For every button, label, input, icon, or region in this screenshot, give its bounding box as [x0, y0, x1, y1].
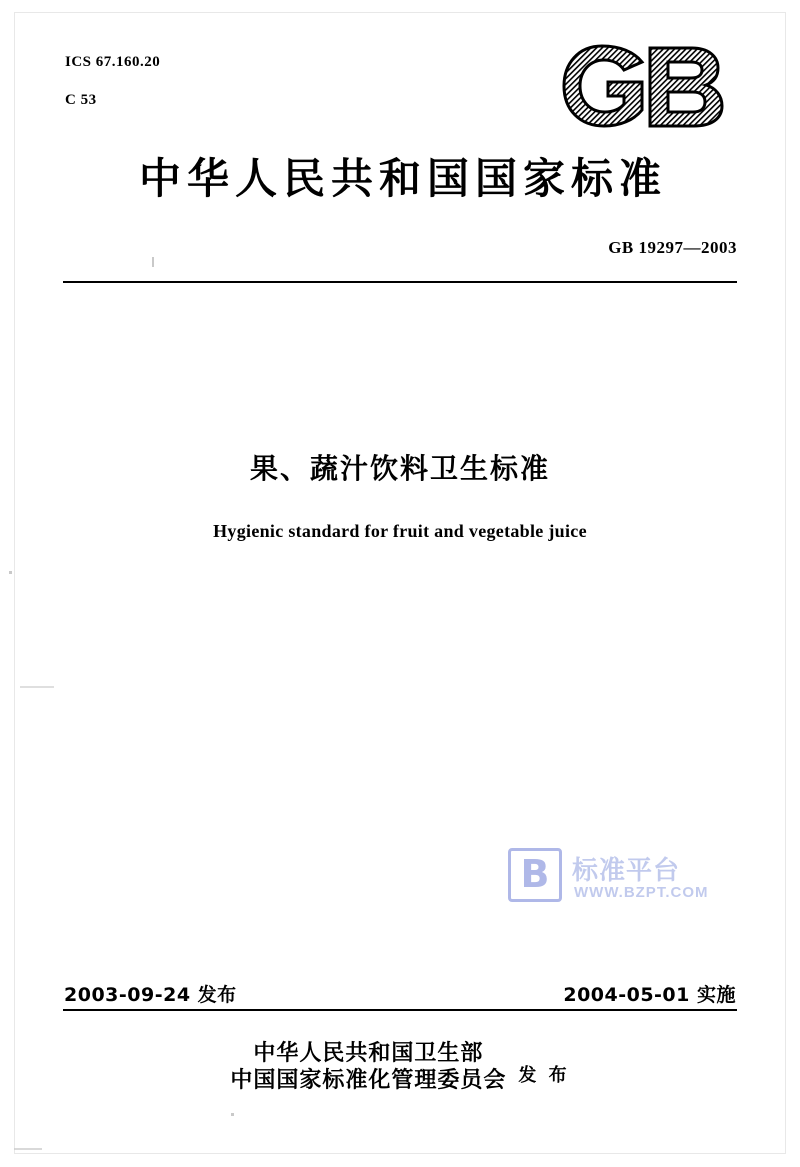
issuer-block	[0, 1040, 800, 1094]
scan-artifact	[14, 1148, 42, 1150]
document-title-english: Hygienic standard for fruit and vegetable juice	[213, 521, 587, 541]
watermark-logo-letter: B	[520, 852, 550, 896]
issue-date: 2003-09-24 发布	[64, 984, 237, 1006]
document-title-chinese: 果、蔬汁饮料卫生标准	[249, 452, 550, 485]
ics-code-block	[65, 34, 160, 129]
issuer-line-1: 中华人民共和国卫生部	[253, 1041, 484, 1066]
standard-number: GB 19297—2003	[608, 238, 737, 257]
issuer-verb: 发 布	[518, 1065, 570, 1086]
page-title: 中华人民共和国国家标准	[138, 154, 667, 203]
divider-top	[63, 281, 737, 283]
scan-artifact	[231, 1113, 234, 1116]
watermark	[508, 848, 758, 918]
scan-artifact	[20, 686, 54, 688]
divider-bottom	[63, 1009, 737, 1011]
scan-artifact	[152, 257, 154, 267]
watermark-url: WWW.BZPT.COM	[574, 884, 709, 901]
issuer-line-2: 中国国家标准化管理委员会	[230, 1068, 507, 1093]
scan-artifact	[9, 571, 12, 574]
classification-code: C 53	[65, 92, 97, 108]
issuer-names	[230, 1040, 506, 1094]
watermark-brand: 标准平台	[572, 856, 681, 886]
gb-emblem-icon	[558, 40, 738, 132]
effective-date: 2004-05-01 实施	[563, 984, 736, 1006]
ics-code: ICS 67.160.20	[65, 54, 161, 70]
